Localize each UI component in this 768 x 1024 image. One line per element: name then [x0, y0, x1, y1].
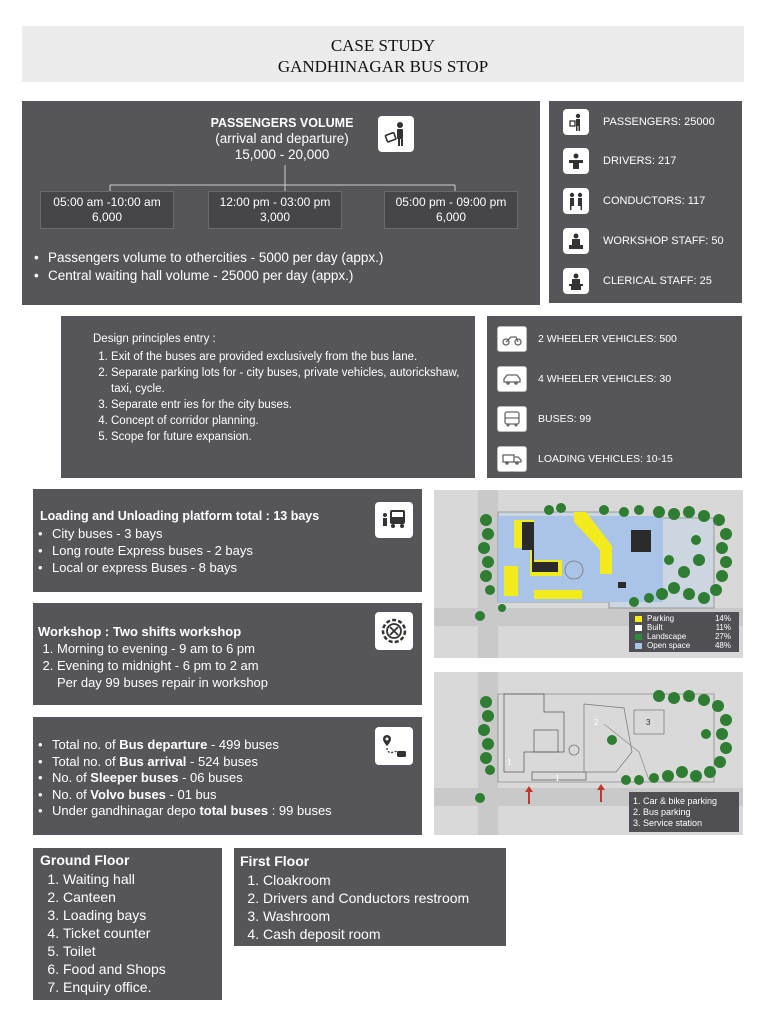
design-principles-title: Design principles entry : — [93, 333, 216, 345]
workshop-panel — [33, 603, 422, 705]
page-header — [22, 26, 744, 82]
site-plan-1 — [434, 490, 743, 658]
ground-floor-item: 7. Enquiry office. — [63, 978, 166, 996]
passengers-volume-bullets — [32, 249, 383, 285]
site-plan-2-legend-item: 2. Bus parking — [643, 807, 717, 818]
truck-icon — [497, 446, 527, 472]
bus-total-key: Bus departure — [119, 737, 208, 752]
vehicle-stat-row — [497, 406, 591, 432]
time-slot-evening — [384, 191, 518, 229]
vehicle-stat-label: LOADING VEHICLES: 10-15 — [538, 453, 673, 465]
bus-total-key: Sleeper buses — [90, 770, 179, 786]
design-principle-item: 3. Separate entr ies for the city buses. — [111, 397, 481, 413]
staff-stat-label: DRIVERS: 217 — [603, 155, 677, 167]
site-plan-2 — [434, 672, 743, 835]
loading-platform-item: • City buses - 3 bays — [36, 525, 253, 542]
legend-row-parking — [635, 614, 731, 623]
legend-label: Landscape — [647, 632, 687, 641]
workshop-item: 1. Morning to evening - 9 am to 6 pm — [57, 640, 259, 657]
ground-floor-item: 2. Canteen — [63, 888, 166, 906]
time-slot-morning — [40, 191, 174, 229]
two-wheeler-icon — [497, 326, 527, 352]
passengers-volume-bullet: • Passengers volume to othercities - 5000 per day (appx.) — [32, 249, 383, 267]
bus-totals-list — [36, 737, 332, 820]
gear-icon — [375, 612, 413, 650]
site-plan-2-marker: 1 — [555, 774, 560, 783]
bus-total-key: total buses — [199, 803, 269, 819]
loading-platform-item: • Long route Express buses - 2 bays — [36, 542, 253, 559]
bus-total-value: : 99 buses — [268, 803, 332, 819]
vehicle-stat-label: BUSES: 99 — [538, 413, 592, 425]
bus-total-key: Bus arrival — [119, 753, 187, 769]
ground-floor-item: 4. Ticket counter — [63, 924, 166, 942]
design-principle-item: 5. Scope for future expansion. — [111, 429, 481, 445]
legend-swatch — [635, 625, 642, 631]
design-principle-item: 2. Separate parking lots for - city buses, private vehicles, autorickshaw, taxi, cycle. — [111, 365, 481, 397]
ground-floor-panel — [33, 848, 222, 1000]
design-principle-item: 4. Concept of corridor planning. — [111, 413, 481, 429]
bus-total-item — [36, 770, 332, 787]
bus-total-value: - 524 buses — [186, 753, 258, 769]
loading-platform-list — [36, 525, 253, 576]
bus-total-prefix: Under gandhinagar depo — [52, 803, 200, 819]
first-floor-item: 4. Cash deposit room — [263, 925, 469, 943]
first-floor-item: 3. Washroom — [263, 907, 469, 925]
site-plan-2-marker: 3 — [646, 718, 651, 727]
vehicle-stat-label: 2 WHEELER VEHICLES: 500 — [538, 333, 677, 345]
loading-platform-panel — [33, 489, 422, 592]
bus-total-key: Volvo buses — [90, 786, 166, 802]
bus-icon — [497, 406, 527, 432]
passengers-volume-subtitle: (arrival and departure) — [215, 131, 349, 146]
bus-total-value: - 01 bus — [165, 786, 217, 802]
clerical-staff-icon — [563, 268, 589, 294]
design-principle-item: 1. Exit of the buses are provided exclusively from the bus lane. — [111, 349, 481, 365]
route-map-icon — [375, 727, 413, 765]
passengers-volume-range: 15,000 - 20,000 — [234, 147, 330, 162]
passengers-volume-title: PASSENGERS VOLUME — [210, 116, 354, 130]
legend-row-landscape — [635, 632, 731, 641]
time-slot-evening-count: 6,000 — [435, 210, 467, 224]
legend-label: Open space — [647, 641, 691, 650]
loading-platform-item: • Local or express Buses - 8 bays — [36, 559, 253, 576]
loading-platform-title: Loading and Unloading platform total : 13 bays — [40, 509, 320, 523]
vehicle-stats-panel — [487, 316, 742, 478]
site-plan-2-marker: 1 — [507, 758, 512, 767]
first-floor-item: 2. Drivers and Conductors restroom — [263, 889, 469, 907]
legend-label: Built — [647, 623, 663, 632]
bus-total-item — [36, 803, 332, 820]
first-floor-title: First Floor — [240, 853, 310, 869]
first-floor-panel — [234, 848, 506, 946]
staff-stat-label: CLERICAL STAFF: 25 — [603, 275, 712, 287]
legend-swatch — [635, 634, 642, 640]
ground-floor-title: Ground Floor — [40, 852, 130, 868]
bus-total-value: - 06 buses — [178, 770, 243, 786]
staff-stat-label: CONDUCTORS: 117 — [603, 195, 706, 207]
design-principles-list — [93, 349, 481, 445]
vehicle-stat-label: 4 WHEELER VEHICLES: 30 — [538, 373, 672, 385]
first-floor-list — [240, 871, 469, 943]
bus-total-item — [36, 737, 332, 754]
legend-percent: 48% — [714, 641, 731, 650]
legend-label: Parking — [647, 614, 675, 623]
legend-row-open-space — [635, 641, 731, 650]
site-plan-2-legend-item: 3. Service station — [643, 818, 717, 829]
first-floor-item: 1. Cloakroom — [263, 871, 469, 889]
vehicle-stat-row — [497, 366, 671, 392]
staff-stat-row — [563, 148, 676, 174]
time-slot-evening-time: 05:00 pm - 09:00 pm — [395, 195, 507, 209]
bus-total-prefix: Total no. of — [52, 753, 120, 769]
car-icon — [497, 366, 527, 392]
driver-icon — [563, 148, 589, 174]
workshop-item: 2. Evening to midnight - 6 pm to 2 am — [57, 657, 259, 674]
staff-stat-label: WORKSHOP STAFF: 50 — [603, 235, 724, 247]
legend-percent: 14% — [714, 614, 731, 623]
site-plan-2-marker: 2 — [594, 718, 599, 727]
time-slot-afternoon — [208, 191, 342, 229]
legend-swatch — [635, 643, 642, 649]
vehicle-stat-row — [497, 446, 673, 472]
workshop-list — [38, 640, 259, 674]
time-slot-morning-count: 6,000 — [91, 210, 123, 224]
time-slot-afternoon-count: 3,000 — [259, 210, 291, 224]
workshop-title: Workshop : Two shifts workshop — [38, 624, 242, 639]
staff-stat-row — [563, 109, 715, 135]
design-principles-panel — [61, 316, 475, 478]
staff-stat-row — [563, 228, 724, 254]
workshop-note: Per day 99 buses repair in workshop — [57, 675, 269, 690]
time-slot-morning-time: 05:00 am -10:00 am — [53, 195, 161, 209]
legend-swatch — [635, 616, 642, 622]
conductor-icon — [563, 188, 589, 214]
bus-total-item — [36, 787, 332, 804]
legend-row-built — [635, 623, 731, 632]
bus-total-item — [36, 754, 332, 771]
ground-floor-item: 1. Waiting hall — [63, 870, 166, 888]
site-plan-1-legend — [635, 614, 731, 650]
passenger-icon — [563, 109, 589, 135]
vehicle-stat-row — [497, 326, 677, 352]
passengers-volume-panel — [22, 101, 540, 305]
legend-percent: 27% — [714, 632, 731, 641]
bus-total-prefix: No. of — [52, 770, 91, 786]
bus-totals-panel — [33, 717, 422, 835]
ground-floor-item: 6. Food and Shops — [63, 960, 166, 978]
ground-floor-list — [40, 870, 166, 996]
bus-total-prefix: No. of — [52, 786, 91, 802]
passengers-volume-bullet: • Central waiting hall volume - 25000 per day (appx.) — [32, 267, 383, 285]
header-line-2: GANDHINAGAR BUS STOP — [277, 57, 489, 76]
ground-floor-item: 3. Loading bays — [63, 906, 166, 924]
connector-lines — [22, 101, 540, 201]
bus-total-value: - 499 buses — [207, 737, 279, 752]
site-plan-2-legend — [631, 796, 717, 829]
site-plan-2-legend-item: 1. Car & bike parking — [643, 796, 717, 807]
workshop-staff-icon — [563, 228, 589, 254]
header-line-1: CASE STUDY — [330, 36, 436, 55]
staff-stat-row — [563, 188, 705, 214]
staff-stat-row — [563, 268, 712, 294]
time-slot-afternoon-time: 12:00 pm - 03:00 pm — [219, 195, 331, 209]
staff-stat-label: PASSENGERS: 25000 — [603, 116, 715, 128]
bus-total-prefix: Total no. of — [52, 737, 120, 752]
staff-stats-panel — [549, 101, 742, 303]
legend-percent: 11% — [715, 623, 731, 632]
ground-floor-item: 5. Toilet — [63, 942, 166, 960]
bus-platform-icon — [375, 502, 413, 538]
